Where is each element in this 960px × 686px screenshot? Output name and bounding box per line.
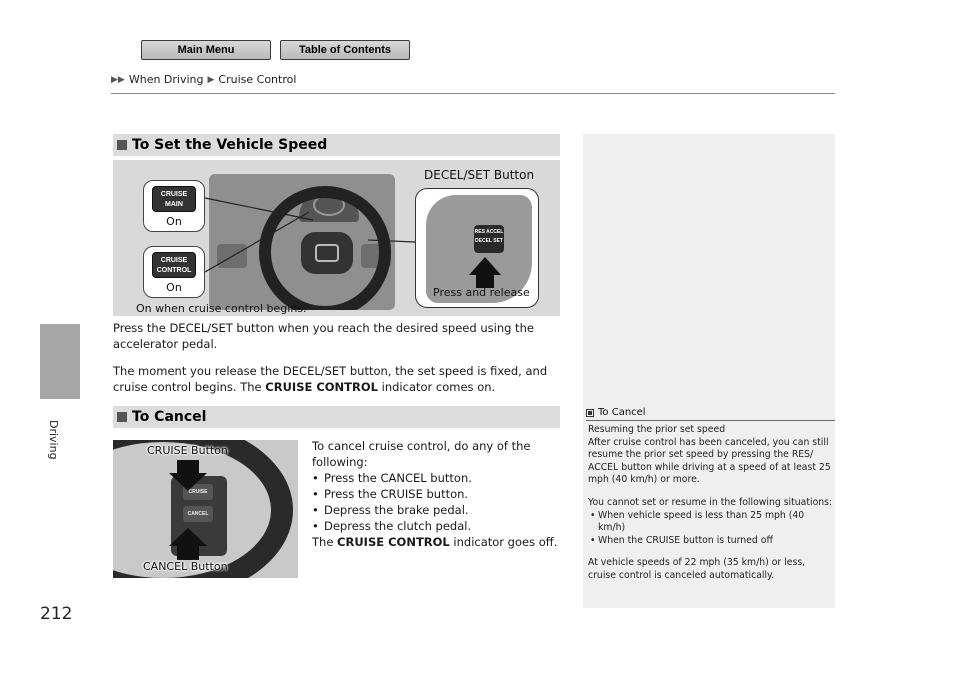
cancel-illustration bbox=[113, 440, 298, 578]
list-item: • When the CRUISE button is turned off bbox=[588, 535, 833, 548]
note-paragraph-2: You cannot set or resume in the following situations: bbox=[588, 496, 833, 508]
table-of-contents-button[interactable]: Table of Contents bbox=[280, 40, 410, 60]
list-item: • Depress the brake pedal. bbox=[312, 502, 562, 518]
chapter-tab bbox=[40, 324, 80, 399]
header-divider bbox=[111, 93, 835, 94]
arrow-up-icon bbox=[469, 257, 501, 275]
square-bullet-icon bbox=[117, 140, 127, 150]
breadcrumb-arrow-icon: ▶▶ bbox=[111, 74, 125, 85]
press-and-release-label: Press and release bbox=[433, 286, 530, 299]
section-heading-cancel: To Cancel bbox=[113, 406, 560, 428]
leader-line-main bbox=[205, 198, 313, 220]
list-item: • Press the CRUISE button. bbox=[312, 486, 562, 502]
note-body bbox=[588, 424, 833, 593]
breadcrumb bbox=[111, 73, 296, 86]
cruise-control-indicator-icon: CRUISE CONTROL bbox=[152, 252, 196, 278]
arrow-down-icon bbox=[169, 473, 207, 491]
main-menu-button[interactable]: Main Menu bbox=[141, 40, 271, 60]
decel-set-closeup bbox=[415, 188, 539, 308]
leader-line-decel bbox=[368, 240, 415, 242]
cruise-control-callout bbox=[143, 246, 205, 298]
note-icon bbox=[586, 409, 594, 417]
cancel-outro: The CRUISE CONTROL indicator goes off. bbox=[312, 535, 558, 549]
page-number: 212 bbox=[40, 604, 73, 624]
on-label: On bbox=[166, 215, 182, 228]
set-speed-paragraph-1: Press the DECEL/SET button when you reach the desired speed using the accelerator pedal. bbox=[113, 321, 534, 351]
cruise-switch: CRUISE bbox=[183, 484, 213, 500]
cruise-main-callout bbox=[143, 180, 205, 232]
section-heading-set-speed: To Set the Vehicle Speed bbox=[113, 134, 560, 156]
res-decel-switch: RES ACCEL DECEL SET bbox=[474, 225, 504, 253]
arrow-up-stem bbox=[177, 546, 199, 560]
list-item: • Depress the clutch pedal. bbox=[312, 518, 562, 534]
indicator-name: CRUISE CONTROL bbox=[265, 380, 378, 394]
note-heading: To Cancel bbox=[586, 405, 835, 421]
note-list bbox=[588, 510, 833, 548]
square-bullet-icon bbox=[117, 412, 127, 422]
leader-line-control bbox=[205, 212, 309, 272]
on-when-begins-label: On when cruise control begins. bbox=[136, 302, 307, 315]
set-speed-paragraph-2: The moment you release the DECEL/SET button, the set speed is fixed, and cruise control begins. The CRUISE CONTROL indicator comes on. bbox=[113, 364, 548, 394]
list-item: • When vehicle speed is less than 25 mph (40 km/h) bbox=[588, 510, 833, 535]
cancel-switch: CANCEL bbox=[183, 506, 213, 522]
cancel-button-label: CANCEL Button bbox=[143, 560, 228, 573]
cruise-button-label: CRUISE Button bbox=[147, 444, 228, 457]
cruise-main-button-icon: CRUISE MAIN bbox=[152, 186, 196, 212]
arrow-down-stem bbox=[177, 460, 199, 474]
cancel-intro: To cancel cruise control, do any of the following: bbox=[312, 439, 531, 469]
on-label: On bbox=[166, 281, 182, 294]
breadcrumb-item-cruise-control[interactable]: Cruise Control bbox=[218, 73, 297, 86]
note-paragraph-3: At vehicle speeds of 22 mph (35 km/h) or less, cruise control is canceled automatically. bbox=[588, 557, 806, 581]
cancel-list bbox=[312, 470, 562, 534]
breadcrumb-arrow-icon: ▶ bbox=[207, 74, 215, 85]
breadcrumb-item-when-driving[interactable]: When Driving bbox=[128, 73, 204, 86]
cancel-instructions bbox=[312, 438, 562, 550]
chapter-label: Driving bbox=[47, 420, 60, 460]
note-paragraph-1: After cruise control has been canceled, you can still resume the prior set speed by pressing the RES/ ACCEL button while driving at a speed of at least 25 mph (40 km/h) or more. bbox=[588, 436, 831, 486]
arrow-up-icon bbox=[169, 528, 207, 546]
list-item: • Press the CANCEL button. bbox=[312, 470, 562, 486]
indicator-name: CRUISE CONTROL bbox=[337, 535, 450, 549]
note-subheading: Resuming the prior set speed bbox=[588, 424, 726, 435]
set-speed-illustration bbox=[113, 160, 560, 316]
decel-set-button-label: DECEL/SET Button bbox=[424, 168, 535, 182]
